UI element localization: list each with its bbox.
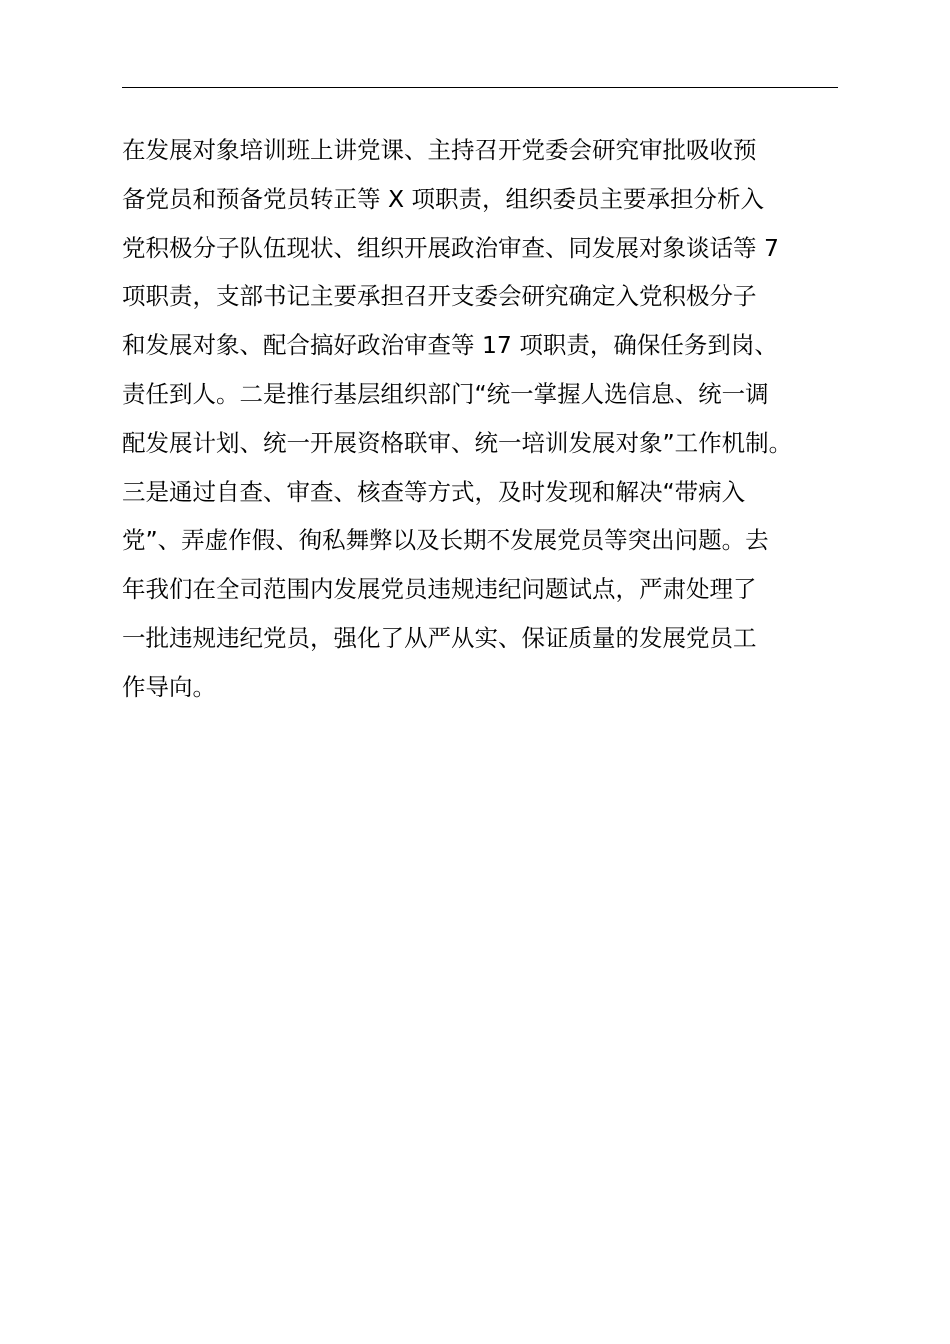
text-line: 一批违规违纪党员，强化了从严从实、保证质量的发展党员工 (122, 623, 757, 652)
text-line: 配发展计划、统一开展资格联审、统一培训发展对象”工作机制。 (122, 428, 793, 457)
header-rule (122, 87, 838, 88)
text-line: 在发展对象培训班上讲党课、主持召开党委会研究审批吸收预 (122, 136, 757, 164)
text-line: 党”、弄虚作假、徇私舞弊以及长期不发展党员等突出问题。去 (122, 526, 769, 555)
text-line: 党积极分子队伍现状、组织开展政治审查、同发展对象谈话等 7 (122, 233, 779, 262)
text-line: 三是通过自查、审查、核查等方式，及时发现和解决“带病入 (122, 477, 746, 506)
text-line: 和发展对象、配合搞好政治审查等 17 项职责，确保任务到岗、 (122, 331, 778, 360)
text-line: 备党员和预备党员转正等 X 项职责，组织委员主要承担分析入 (122, 184, 765, 213)
text-line: 年我们在全司范围内发展党员违规违纪问题试点，严肃处理了 (122, 575, 757, 604)
body-paragraph (122, 126, 862, 712)
text-line: 责任到人。二是推行基层组织部门“统一掌握人选信息、统一调 (122, 379, 769, 408)
text-line: 作导向。 (122, 672, 216, 701)
text-line: 项职责，支部书记主要承担召开支委会研究确定入党积极分子 (122, 282, 757, 311)
